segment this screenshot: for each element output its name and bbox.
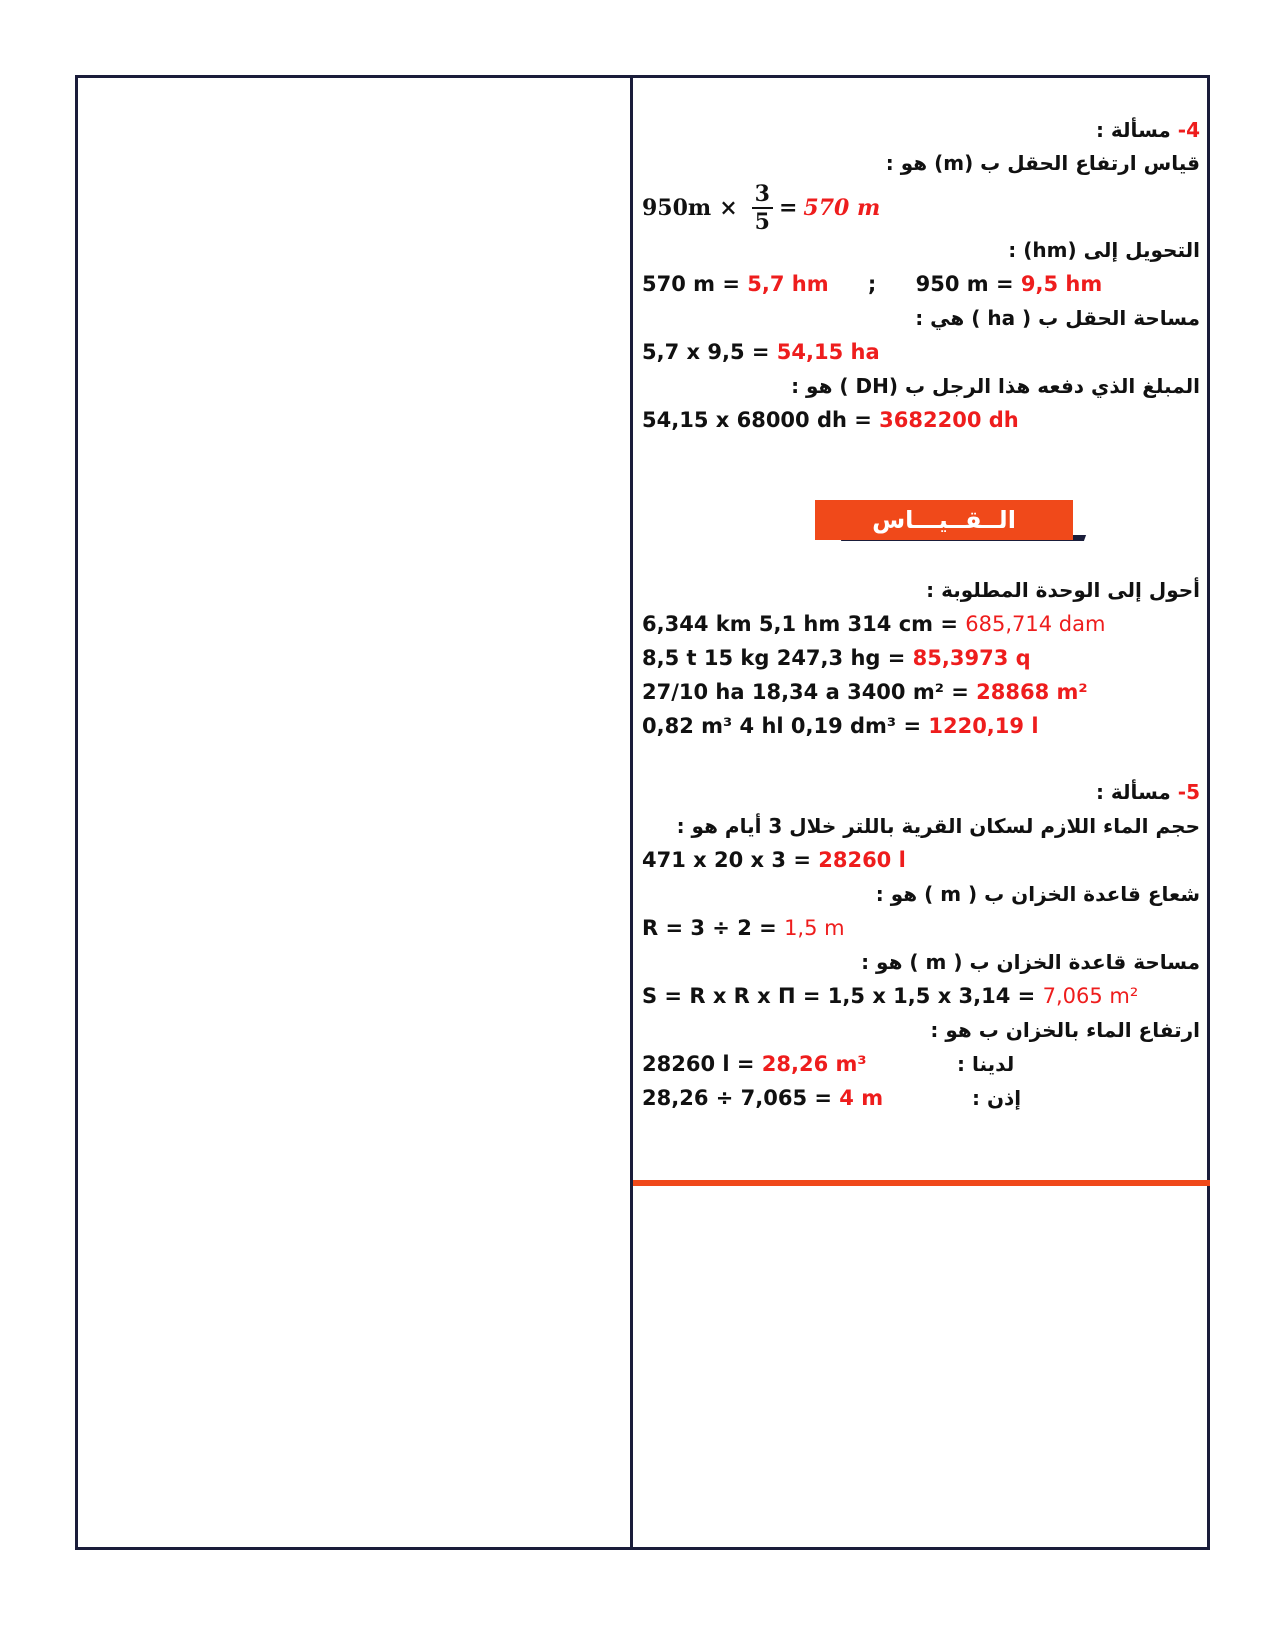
given-label: لدينا : bbox=[957, 1052, 1015, 1076]
conv-left-expr: 570 m = bbox=[642, 272, 748, 296]
problem4-question-height: قياس ارتفاع الحقل ب (m) هو : bbox=[885, 151, 1200, 175]
radius-expr: R = 3 ÷ 2 = bbox=[642, 916, 785, 940]
problem5-question-volume: حجم الماء اللازم لسكان القرية باللتر خلال 3 أيام هو : bbox=[676, 814, 1200, 838]
given-result: 28,26 m³ bbox=[761, 1052, 867, 1076]
conv-separator: ; bbox=[867, 272, 877, 296]
problem5-question-base-area: مساحة قاعدة الخزان ب ( m ) هو : bbox=[861, 950, 1200, 974]
conv-right-result: 9,5 hm bbox=[1020, 272, 1103, 296]
price-result: 3682200 dh bbox=[879, 408, 1019, 432]
section-banner: الــقــيـــاس bbox=[815, 500, 1073, 540]
area-line bbox=[642, 337, 1200, 367]
conv-right-expr: 950 m = bbox=[915, 272, 1021, 296]
measure-row bbox=[642, 677, 1200, 707]
then-calc bbox=[642, 1083, 883, 1113]
problem4-question-area: مساحة الحقل ب ( ha ) هي : bbox=[915, 306, 1200, 330]
area-expr: 5,7 x 9,5 = bbox=[642, 340, 777, 364]
volume-result: 28260 l bbox=[818, 848, 906, 872]
problem5-question-height: ارتفاع الماء بالخزان ب هو : bbox=[930, 1018, 1200, 1042]
measure-row bbox=[642, 609, 1200, 639]
given-calc bbox=[642, 1049, 867, 1079]
section-separator bbox=[633, 1180, 1210, 1186]
measure-instruction: أحول إلى الوحدة المطلوبة : bbox=[926, 578, 1200, 602]
price-line bbox=[642, 405, 1200, 435]
problem4-heading bbox=[642, 115, 1200, 145]
measure-row bbox=[642, 643, 1200, 673]
price-expr: 54,15 x 68000 dh = bbox=[642, 408, 880, 432]
equals-sign: = bbox=[778, 195, 798, 221]
problem5-title: مسألة : bbox=[1095, 780, 1178, 804]
then-result: 4 m bbox=[839, 1086, 884, 1110]
measure-row-expr: 8,5 t 15 kg 247,3 hg = bbox=[642, 646, 913, 670]
area-result: 54,15 ha bbox=[776, 340, 880, 364]
problem5-number: 5- bbox=[1177, 780, 1200, 804]
volume-expr: 471 x 20 x 3 = bbox=[642, 848, 819, 872]
radius-result: 1,5 m bbox=[784, 916, 845, 940]
fraction bbox=[752, 181, 773, 235]
problem5-heading bbox=[642, 777, 1200, 807]
measure-row-result: 685,714 dam bbox=[965, 612, 1106, 636]
problem4-number: 4- bbox=[1177, 118, 1200, 142]
base-area-expr: S = R x R x Π = 1,5 x 1,5 x 3,14 = bbox=[642, 984, 1043, 1008]
volume-line bbox=[642, 845, 1200, 875]
column-divider bbox=[630, 75, 633, 1550]
right-column bbox=[642, 115, 1200, 1155]
base-area-line bbox=[642, 981, 1200, 1011]
measure-row-result: 1220,19 l bbox=[928, 714, 1039, 738]
then-label: إذن : bbox=[972, 1086, 1022, 1110]
measure-row-expr: 6,344 km 5,1 hm 314 cm = bbox=[642, 612, 966, 636]
measure-row-expr: 27/10 ha 18,34 a 3400 m² = bbox=[642, 680, 977, 704]
problem4-title: مسألة : bbox=[1095, 118, 1178, 142]
times-sign: × bbox=[719, 195, 738, 221]
conv-left-result: 5,7 hm bbox=[747, 272, 829, 296]
measure-row-result: 85,3973 q bbox=[912, 646, 1031, 670]
problem4-question-price: المبلغ الذي دفعه هذا الرجل ب (DH ) هو : bbox=[791, 374, 1200, 398]
height-formula bbox=[642, 173, 880, 243]
then-expr: 28,26 ÷ 7,065 = bbox=[642, 1086, 840, 1110]
problem4-question-convert: التحويل إلى (hm) : bbox=[1008, 238, 1200, 262]
then-line bbox=[642, 1083, 1200, 1113]
conversion-line bbox=[642, 269, 1200, 299]
measure-row bbox=[642, 711, 1200, 741]
formula-result: 570 m bbox=[803, 195, 881, 221]
formula-base: 950m bbox=[642, 195, 712, 221]
fraction-numerator: 3 bbox=[752, 181, 773, 209]
given-expr: 28260 l = bbox=[642, 1052, 762, 1076]
base-area-result: 7,065 m² bbox=[1042, 984, 1139, 1008]
given-line bbox=[642, 1049, 1200, 1079]
fraction-denominator: 5 bbox=[754, 209, 770, 235]
problem5-question-radius: شعاع قاعدة الخزان ب ( m ) هو : bbox=[875, 882, 1200, 906]
radius-line bbox=[642, 913, 1200, 943]
measure-row-expr: 0,82 m³ 4 hl 0,19 dm³ = bbox=[642, 714, 929, 738]
measure-row-result: 28868 m² bbox=[976, 680, 1088, 704]
